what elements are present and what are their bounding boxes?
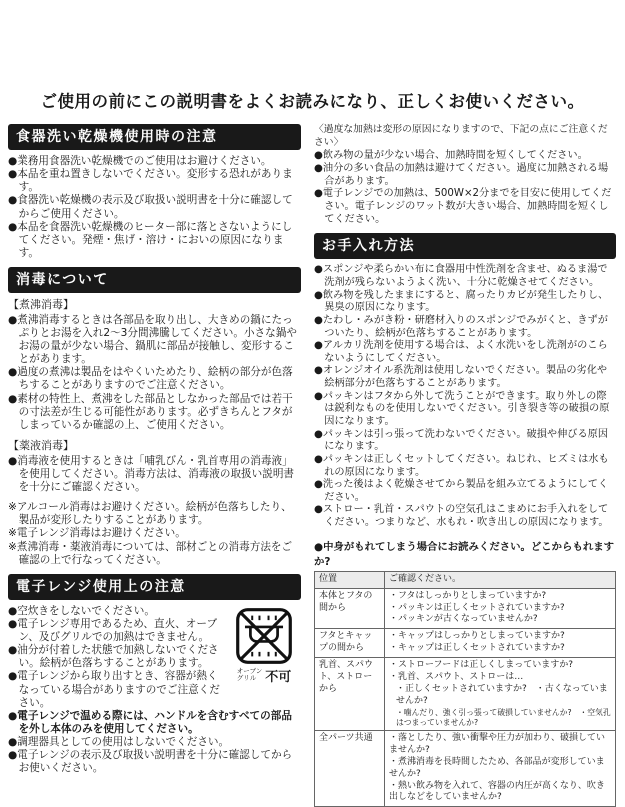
table-row [315,629,616,658]
icon-caption-not-allowed: 不可 [265,669,292,685]
table-row [315,588,616,629]
section-title-dishwasher: 食器洗い乾燥機使用時の注意 [8,124,301,150]
list-item: ●パッキンは引っ張って洗わないでください。破損や伸びる原因になります。 [314,428,609,453]
list-item: ●油分が付着した状態で加熱しないでください。絵柄が色落ちすることがあります。 [8,644,219,670]
list-item: ●たわし・みがき粉・研磨材入りのスポンジでみがくと、きずがついたり、絵柄が色落ちすることがあります。 [314,314,608,339]
list-item: ●調理器具としての使用はしないでください。 [8,736,230,749]
list-item: ●素材の特性上、煮沸をした部品としなかった部品では若干の寸法差が生じる可能性があります。必ずきちんとフタがしまっているか確認の上、ご使用ください。 [8,392,293,431]
list-item: ●電子レンジから取り出すとき、容器が熱くなっている場合がありますのでご注意ください。 [8,670,220,709]
table-header-check: ご確認ください。 [385,571,616,588]
section-title-microwave: 電子レンジ使用上の注意 [8,574,301,600]
row-location: 乳首、スパウト、ストローから [315,658,385,731]
check-item: ・乳首、スパウト、ストローは… [389,671,524,682]
table-row [315,658,616,731]
list-item: ●スポンジや柔らかい布に食器用中性洗剤を含ませ、ぬるま湯で洗剤が残らないようよく洗い、十分に乾燥させてください。 [314,264,608,288]
intro-title: ご使用の前にこの説明書をよくお読みになり、正しくお使いください。 [40,92,585,111]
list-item: ●消毒液を使用するときは「哺乳びん・乳首専用の消毒液」を使用してください。消毒方法は、消毒液の取扱い説明書を十分にご確認ください。 [8,454,295,494]
right-column [314,124,616,807]
boil-disinfection-label: 【煮沸消毒】 [8,298,74,311]
list-item: ●ストロー・乳首・スパウトの空気孔はこまめにお手入れをしてください。つまりなど、水もれ・吹き出しの原因になります。 [314,504,609,529]
list-item: ●空炊きをしないでください。 [8,604,155,617]
check-item: ・パッキンが古くなっていませんか? [389,614,538,625]
leak-heading: ●中身がもれてしまう場合にお読みください。どこからもれますか? [314,540,615,568]
check-item: ・フタはしっかりとしまっていますか? [389,590,547,601]
check-item: ・噛んだり、強く引っ張って破損していませんか? ・空気孔はつまっていませんか? [396,707,611,727]
section-title-disinfection: 消毒について [8,267,301,293]
list-item: ●洗った後はよく乾燥させてから製品を組み立てるようにしてください。 [314,479,609,503]
section-title-care: お手入れ方法 [314,233,616,259]
check-item: ・正しくセットされていますか? ・古くなっていませんか? [396,683,608,706]
note-item: ※煮沸消毒・薬液消毒については、部材ごとの消毒方法をご確認の上で行なってください。 [8,540,293,566]
list-item: ●飲み物の量が少ない場合、加熱時間を短くしてください。 [314,150,588,162]
table-header-location: 位置 [315,571,385,588]
oven-grill-prohibited-badge [227,607,301,685]
boil-disinfection-list [8,314,301,432]
microwave-section [8,605,301,783]
row-checks [385,731,616,807]
check-item: ・パッキンは正しくセットされていますか? [389,602,565,613]
check-item: ・落としたり、強い衝撃や圧力が加わり、破損していませんか? [389,733,606,755]
overheat-list [314,150,616,226]
row-location: フタとキャップの間から [315,629,385,658]
chemical-disinfection-list [8,455,301,494]
oven-grill-prohibited-icon [235,607,293,665]
list-item: ●飲み物を残したままにすると、腐ったりカビが発生したりし、異臭の原因になります。 [314,289,609,314]
list-item: ●本品を食器洗い乾燥機のヒーター部に落とさないようにしてください。発煙・焦げ・溶け・においの原因になります。 [8,220,293,259]
leak-table [314,571,616,807]
list-item: ●過度の煮沸は製品をはやくいためたり、絵柄の部分が色落ちすることがありますのでご注意ください。 [8,366,293,392]
disinfection-notes-list [8,501,301,567]
note-item: ※電子レンジ消毒はお避けください。 [8,527,186,540]
list-item: ●アルカリ洗剤を使用する場合は、よく水洗いをし洗剤がのこらないようにしてください。 [314,340,608,364]
check-item: ・熱い飲み物を入れて、容器の内圧が高くなり、吹き出しなどをしていませんか? [389,780,605,803]
check-item: ・キャップはしっかりとしまっていますか? [389,631,565,642]
list-item: ●食器洗い乾燥機の表示及び取扱い説明書を十分に確認してからご使用ください。 [8,194,293,220]
icon-caption [227,666,301,685]
check-item: ・ストローフードは正しくしまっていますか? [389,660,574,671]
list-item: ●電子レンジ専用であるため、直火、オーブン、及びグリルでの加熱はできません。 [8,617,218,644]
row-checks [385,588,616,629]
list-item: ●オレンジオイル系洗剤は使用しないでください。製品の劣化や絵柄部分が色落ちすることがあります。 [314,365,608,390]
list-item: ●業務用食器洗い乾燥機でのご使用はお避けください。 [8,155,272,167]
chemical-disinfection-label: 【薬液消毒】 [8,438,74,452]
list-item: ●電子レンジでの加熱は、500W×2分までを目安に使用してください。電子レンジのワット数が大きい場合、加熱時間を短くしてください。 [314,188,612,225]
table-row [315,731,616,807]
check-item: ・キャップは正しくセットされていますか? [389,643,565,654]
care-list [314,264,616,529]
list-item: ●本品を重ね置きしないでください。変形する恐れがあります。 [8,168,293,194]
row-checks [385,658,616,731]
row-checks [385,629,616,658]
content-columns [8,124,617,807]
list-item: ●油分の多い食品の加熱は避けてください。過度に加熱される場合があります。 [314,163,609,187]
check-item: ・煮沸消毒を長時間したため、各部品が変形していませんか? [389,756,605,779]
dishwasher-list [8,155,301,260]
list-item: ●電子レンジの表示及び取扱い説明書を十分に確認してからお使いください。 [8,749,293,775]
row-location: 本体とフタの間から [315,588,385,629]
note-item: ※アルコール消毒はお避けください。絵柄が色落ちしたり、製品が変形したりすることがあります。 [8,501,292,527]
list-item: ●煮沸消毒するときは各部品を取り出し、大きめの鍋にたっぷりとお湯を入れ2〜3分間沸騰してください。小さな鍋やお湯の量が少ない場合、鍋肌に部品が接触し、変形することがあります。 [8,313,297,366]
row-location: 全パーツ共通 [315,731,385,807]
table-header-row [315,571,616,588]
list-item: ●パッキンはフタから外して洗うことができます。取り外しの際は鋭利なものを使用しないでください。引き裂き等の破損の原因になります。 [314,390,610,427]
list-item: ●パッキンは正しくセットしてください。ねじれ、ヒズミは水もれの原因になります。 [314,453,609,478]
left-column [8,124,301,807]
icon-caption-oven-grill: オーブン グリル [236,666,263,683]
microwave-bold-warning: ●電子レンジで温める際には、ハンドルを含むすべての部品を外し本体のみを使用してください。 [8,709,292,735]
overheat-note: 〈過度な加熱は変形の原因になりますので、下記の点にご注意ください〉 [314,124,608,148]
